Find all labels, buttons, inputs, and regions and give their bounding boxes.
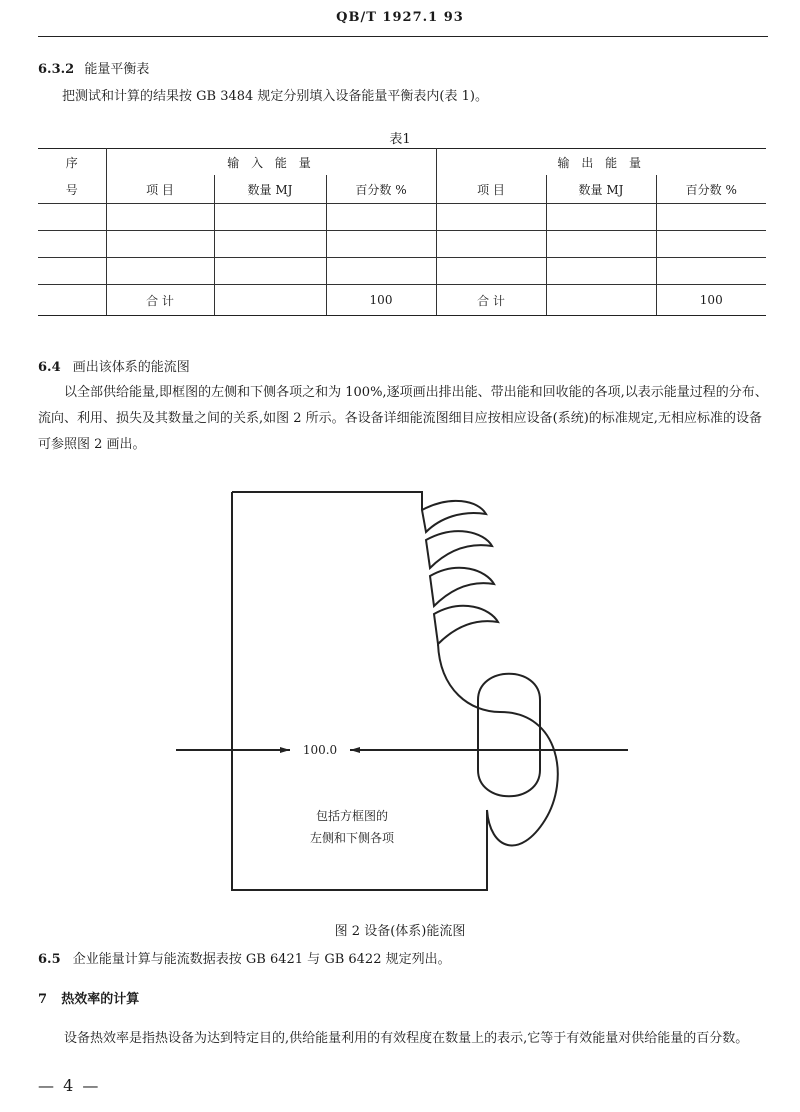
total-label-output: 合 计: [436, 285, 546, 316]
section-number: 6.5: [38, 952, 61, 967]
section-text: 企业能量计算与能流数据表按 GB 6421 与 GB 6422 规定列出。: [72, 952, 451, 967]
section-7-heading: [38, 990, 139, 1010]
section-number: 7: [38, 992, 48, 1007]
section-6-4-text: 以全部供给能量,即框图的左侧和下侧各项之和为 100%,逐项画出排出能、带出能和回收能的各项,以表示能量过程的分布、流向、利用、损失及其数量之间的关系,如图 2 所示。各设备详细能流图细目应按相应设备(系统)的标准规定,无相应标准的设备可参照图 2 画出。: [38, 385, 768, 452]
flow-arc: [434, 606, 498, 644]
col-input-qty: 数量 MJ: [214, 175, 326, 204]
col-output-qty: 数量 MJ: [546, 175, 656, 204]
col-input-pct: 百分数 %: [326, 175, 436, 204]
page-header: QB/T 1927.1 93: [336, 10, 464, 25]
section-title: 画出该体系的能流图: [72, 360, 190, 375]
col-output-item: 项 目: [436, 175, 546, 204]
table-row-total: [38, 285, 766, 316]
figure-caption: 图 2 设备(体系)能流图: [334, 924, 466, 939]
recovery-loop-inner: [478, 674, 540, 797]
col-seq-bot: 号: [38, 175, 106, 204]
section-6-4-heading: [38, 358, 190, 378]
flow-arc: [426, 531, 492, 568]
header-rule: [38, 36, 768, 37]
section-6-3-2-text: 把测试和计算的结果按 GB 3484 规定分别填入设备能量平衡表内(表 1)。: [62, 89, 488, 104]
section-number: 6.4: [38, 360, 61, 375]
flow-arc: [422, 501, 486, 532]
page-number: — 4 —: [38, 1076, 101, 1095]
total-input-value: 100: [326, 285, 436, 316]
total-label-input: 合 计: [106, 285, 214, 316]
col-seq-top: 序: [38, 149, 106, 176]
section-title: 热效率的计算: [61, 992, 140, 1007]
section-7-text: 设备热效率是指热设备为达到特定目的,供给能量利用的有效程度在数量上的表示,它等于有效能量对供给能量的百分数。: [64, 1031, 749, 1046]
table-caption: 表1: [389, 132, 411, 147]
arrow-icon: [280, 747, 290, 753]
box-text-line2: 左侧和下侧各项: [309, 831, 395, 845]
section-number: 6.3.2: [38, 62, 75, 77]
diagram-box-top: [232, 492, 422, 510]
input-energy-header: 输 入 能 量: [106, 149, 436, 176]
energy-balance-table: [38, 148, 766, 316]
total-output-value: 100: [656, 285, 766, 316]
arrow-icon: [350, 747, 360, 753]
flow-value-label: 100.0: [302, 743, 338, 757]
section-6-3-2-heading: [38, 60, 149, 80]
energy-flow-diagram: [0, 480, 800, 920]
table-row: [38, 231, 766, 258]
box-text-line1: 包括方框图的: [315, 809, 389, 823]
output-energy-header: 输 出 能 量: [436, 149, 766, 176]
table-row: [38, 258, 766, 285]
table-row: [38, 204, 766, 231]
col-input-item: 项 目: [106, 175, 214, 204]
flow-arc: [430, 568, 494, 606]
section-title: 能量平衡表: [84, 62, 150, 77]
col-output-pct: 百分数 %: [656, 175, 766, 204]
section-6-5: [38, 950, 451, 970]
